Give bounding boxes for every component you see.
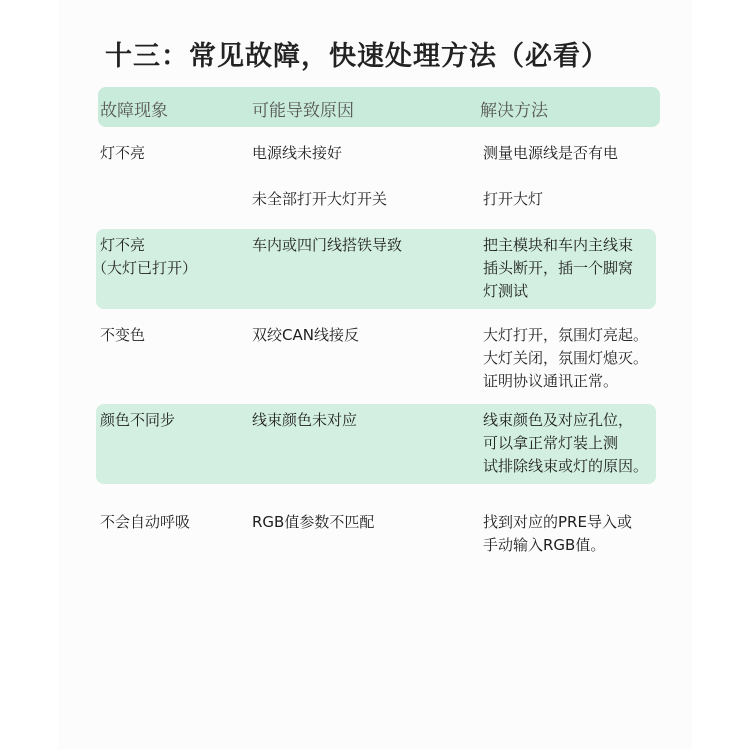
cell-solution: 可以拿正常灯装上测 xyxy=(483,434,619,452)
cell-solution: 线束颜色及对应孔位， xyxy=(483,411,634,429)
cell-symptom: 灯不亮 xyxy=(100,144,146,162)
header-symptom: 故障现象 xyxy=(100,101,168,121)
cell-cause: 车内或四门线搭铁导致 xyxy=(252,236,403,254)
cell-symptom: 灯不亮 xyxy=(100,236,146,254)
cell-solution: 大灯打开，氛围灯亮起。 xyxy=(483,326,649,344)
header-solution: 解决方法 xyxy=(480,101,548,121)
table-header-background xyxy=(98,87,660,127)
cell-solution: 插头断开，插一个脚窝 xyxy=(483,259,634,277)
cell-solution: 打开大灯 xyxy=(483,190,544,208)
cell-solution: 把主模块和车内主线束 xyxy=(483,236,634,254)
cell-symptom: 不会自动呼吸 xyxy=(100,513,191,531)
page-title: 十三：常见故障，快速处理方法（必看） xyxy=(105,41,609,72)
cell-symptom: 颜色不同步 xyxy=(100,411,176,429)
cell-symptom: 不变色 xyxy=(100,326,146,344)
cell-solution: 证明协议通讯正常。 xyxy=(483,372,619,390)
cell-cause: RGB值参数不匹配 xyxy=(252,513,375,531)
cell-cause: 未全部打开大灯开关 xyxy=(252,190,388,208)
cell-solution: 找到对应的PRE导入或 xyxy=(483,513,632,531)
header-cause: 可能导致原因 xyxy=(252,101,354,121)
cell-solution: 试排除线束或灯的原因。 xyxy=(483,457,649,475)
cell-solution: 灯测试 xyxy=(483,282,529,300)
cell-cause: 电源线未接好 xyxy=(252,144,343,162)
cell-solution: 大灯关闭，氛围灯熄灭。 xyxy=(483,349,649,367)
cell-solution: 测量电源线是否有电 xyxy=(483,144,619,162)
cell-cause: 双绞CAN线接反 xyxy=(252,326,359,344)
cell-solution: 手动输入RGB值。 xyxy=(483,536,606,554)
cell-symptom-note: （大灯已打开） xyxy=(92,259,198,277)
cell-cause: 线束颜色未对应 xyxy=(252,411,358,429)
